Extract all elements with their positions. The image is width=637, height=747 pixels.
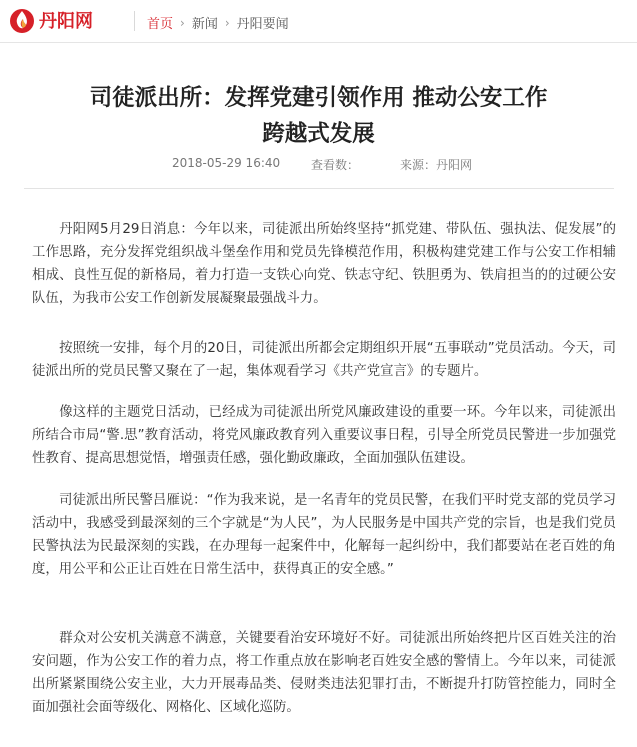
breadcrumb-current[interactable]: 丹阳要闻: [236, 17, 289, 32]
publish-date: 2018-05-29 16:40: [172, 156, 281, 170]
article-paragraph: 按照统一安排，每个月的20日，司徒派出所都会定期组织开展“五事联动”党员活动。今天，司徒派出所的党员民警又聚在了一起，集体观看学习《共产党宣言》的专题片。: [32, 341, 616, 379]
site-header: [0, 0, 637, 43]
header-divider: [134, 11, 135, 31]
article-source: 来源：丹阳网: [400, 158, 473, 172]
article-title: [0, 80, 637, 152]
breadcrumb-home-link[interactable]: 首页: [147, 17, 174, 32]
flame-logo-icon: [8, 6, 36, 34]
view-count-label: 查看数：: [311, 158, 360, 172]
meta-divider: [24, 188, 614, 189]
article-title-line-1: 司徒派出所：发挥党建引领作用 推动公安工作: [89, 85, 548, 111]
article-paragraph: 像这样的主题党日活动，已经成为司徒派出所党风廉政建设的重要一环。今年以来，司徒派出所结合市局“警.思”教育活动，将党风廉政教育列入重要议事日程，引导全所党员民警进一步加强党性教育、提高思想觉悟，增强责任感，强化勤政廉政，全面加强队伍建设。: [32, 405, 616, 466]
article-paragraph: 丹阳网5月29日消息：今年以来，司徒派出所始终坚持“抓党建、带队伍、强执法、促发展”的工作思路，充分发挥党组织战斗堡垒作用和党员先锋模范作用，积极构建党建工作与公安工作相辅相成、良性互促的新格局，着力打造一支铁心向党、铁志守纪、铁胆勇为、铁肩担当的的过硬公安队伍，为我市公安工作创新发展凝聚最强战斗力。: [32, 222, 616, 306]
breadcrumb-chevron-icon: ›: [224, 15, 230, 30]
article-paragraph: 司徒派出所民警吕雁说：“作为我来说，是一名青年的党员民警，在我们平时党支部的党员学习活动中，我感受到最深刻的三个字就是“为人民”，为人民服务是中国共产党的宗旨，也是我们党员民警执法为民最深刻的实践，在办理每一起案件中，化解每一起纠纷中，我们都要站在老百姓的角度，用公平和公正让百姓在日常生活中，获得真正的安全感。”: [32, 493, 616, 577]
breadcrumb-news-link[interactable]: 新闻: [191, 17, 218, 32]
article-meta: [0, 156, 637, 172]
article-paragraph: 群众对公安机关满意不满意，关键要看治安环境好不好。司徒派出所始终把片区百姓关注的治安问题，作为公安工作的着力点，将工作重点放在影响老百姓安全感的警情上。今年以来，司徒派出所紧紧围绕公安主业，大力开展毒品类、侵财类违法犯罪打击，不断提升打防管控能力，同时全面加强社会面等级化、网格化、区域化巡防。: [32, 631, 616, 715]
breadcrumb: [147, 13, 289, 32]
article-title-line-2: 跨越式发展: [262, 121, 375, 147]
site-logo[interactable]: [8, 6, 93, 34]
site-logo-text: 丹阳网: [39, 11, 93, 32]
breadcrumb-chevron-icon: ›: [180, 15, 185, 30]
